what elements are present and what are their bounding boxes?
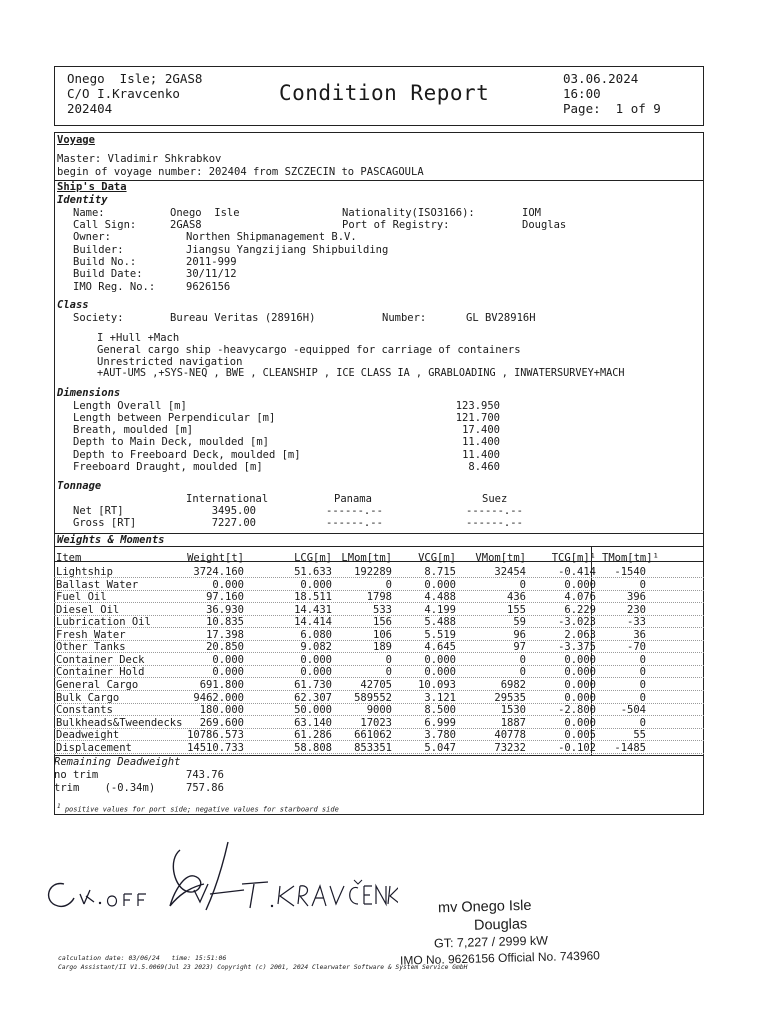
footnote xyxy=(57,803,339,813)
page-title: Condition Report xyxy=(279,81,490,105)
remaining-value: 757.86 xyxy=(186,782,224,794)
identity-value: 30/11/12 xyxy=(186,268,237,280)
weights-cell: 9.082 xyxy=(300,641,332,654)
tonnage-row-label: Net [RT] xyxy=(73,505,124,517)
weights-cell: 4.645 xyxy=(424,641,456,654)
weights-cell: 20.850 xyxy=(206,641,244,654)
identity-value: 9626156 xyxy=(186,281,231,293)
weights-cell: 97 xyxy=(513,641,526,654)
weights-cell: 4.488 xyxy=(424,591,456,604)
weights-cell: 0.000 xyxy=(300,666,332,679)
weights-cell: -504 xyxy=(620,704,646,717)
weights-cell: 0 xyxy=(639,653,646,666)
weights-cell: 36.930 xyxy=(206,603,244,616)
weights-cell: 1530 xyxy=(500,704,526,717)
weights-cell: 4.076 xyxy=(564,591,596,604)
weights-col-header: TCG[m]¹ xyxy=(551,552,596,564)
weights-cell: 9462.000 xyxy=(193,691,244,704)
weights-cell: 14.431 xyxy=(294,603,332,616)
header-left-block xyxy=(67,71,202,116)
class-number-value: GL BV28916H xyxy=(466,312,536,324)
weights-cell: 0 xyxy=(385,666,392,679)
voyage-heading: Voyage xyxy=(57,134,95,146)
identity-label: Call Sign: xyxy=(73,219,137,231)
weights-cell: -0.102 xyxy=(558,741,596,754)
weights-cell: 436 xyxy=(507,591,526,604)
weights-cell: 96 xyxy=(513,628,526,641)
footnote-mark: 1 xyxy=(57,803,61,810)
weights-cell: 1798 xyxy=(366,591,392,604)
master-line: Master: Vladimir Shkrabkov xyxy=(57,153,222,165)
weights-cell: 0 xyxy=(639,666,646,679)
weights-cell: 0 xyxy=(385,653,392,666)
weights-cell: 8.500 xyxy=(424,704,456,717)
tonnage-col-header: International xyxy=(186,493,269,505)
weights-cell: 0.000 xyxy=(212,653,244,666)
weights-cell: 6.080 xyxy=(300,628,332,641)
weights-cell: 14.414 xyxy=(294,616,332,629)
tonnage-value: ------.-- xyxy=(466,505,523,517)
weights-cell: 1887 xyxy=(500,716,526,729)
dimensions-heading: Dimensions xyxy=(57,387,121,399)
weights-cell: 5.519 xyxy=(424,628,456,641)
weights-cell: 0.000 xyxy=(300,578,332,591)
dimension-label: Length Overall [m] xyxy=(73,400,187,412)
weights-cell: 17.398 xyxy=(206,628,244,641)
weights-row-label: Lightship xyxy=(56,566,113,578)
identity-heading: Identity xyxy=(57,194,108,206)
weights-col-header: LCG[m] xyxy=(294,552,332,564)
class-number-label: Number: xyxy=(382,312,427,324)
nationality-value: IOM xyxy=(522,207,541,219)
weights-row-label: Ballast Water xyxy=(56,578,139,591)
weights-cell: 51.633 xyxy=(294,566,332,578)
class-note: Unrestricted navigation xyxy=(97,356,243,368)
weights-row-label: Lubrication Oil xyxy=(56,616,151,629)
signature-drawing xyxy=(28,840,398,920)
identity-value: Onego Isle xyxy=(170,207,240,219)
weights-cell: 18.511 xyxy=(294,591,332,604)
weights-cell: 6.229 xyxy=(564,603,596,616)
weights-cell: 269.600 xyxy=(199,716,244,729)
report-header xyxy=(54,66,704,126)
weights-cell: -2.800 xyxy=(558,704,596,717)
weights-cell: 61.730 xyxy=(294,678,332,691)
weights-cell: -1540 xyxy=(614,566,646,578)
weights-cell: 14510.733 xyxy=(187,741,244,754)
weights-cell: 156 xyxy=(373,616,392,629)
identity-label: Build Date: xyxy=(73,268,143,280)
weights-col-header: Item xyxy=(56,552,82,564)
dimension-value: 17.400 xyxy=(462,424,500,436)
weights-heading: Weights & Moments xyxy=(57,534,165,546)
weights-cell: 0.000 xyxy=(564,666,596,679)
identity-label: Build No.: xyxy=(73,256,137,268)
weights-cell: 9000 xyxy=(366,704,392,717)
identity-value: 2011-999 xyxy=(186,256,237,268)
dimension-value: 8.460 xyxy=(468,461,500,473)
identity-label: IMO Reg. No.: xyxy=(73,281,156,293)
weights-cell: 63.140 xyxy=(294,716,332,729)
divider xyxy=(55,546,703,547)
port-of-registry-value: Douglas xyxy=(522,219,567,231)
stamp-imo: IMO No. 9626156 Official No. 743960 xyxy=(399,948,601,968)
weights-cell: 58.808 xyxy=(294,741,332,754)
weights-cell: 59 xyxy=(513,616,526,629)
dimension-value: 123.950 xyxy=(455,400,500,412)
identity-value: 2GAS8 xyxy=(170,219,202,231)
weights-row-label: Bulkheads&Tweendecks xyxy=(56,716,183,729)
weights-cell: 0.000 xyxy=(564,716,596,729)
tonnage-col-header: Panama xyxy=(334,493,372,505)
voyage-code: 202404 xyxy=(67,101,113,116)
weights-cell: 97.160 xyxy=(206,591,244,604)
weights-cell: 73232 xyxy=(494,741,526,754)
port-of-registry-label: Port of Registry: xyxy=(342,219,450,231)
dimension-value: 11.400 xyxy=(462,436,500,448)
report-time: 16:00 xyxy=(563,86,601,101)
weights-cell: 0 xyxy=(639,716,646,729)
weights-cell: 0 xyxy=(639,578,646,591)
weights-cell: 0.000 xyxy=(424,578,456,591)
tonnage-col-header: Suez xyxy=(482,493,508,505)
weights-cell: 155 xyxy=(507,603,526,616)
dimension-value: 121.700 xyxy=(455,412,500,424)
weights-cell: 50.000 xyxy=(294,704,332,717)
weights-cell: 40778 xyxy=(494,729,526,742)
weights-cell: 5.047 xyxy=(424,741,456,754)
weights-cell: 396 xyxy=(627,591,646,604)
care-of-line: C/O I.Kravcenko xyxy=(67,86,180,101)
weights-cell: 189 xyxy=(373,641,392,654)
weights-col-header: VCG[m] xyxy=(418,552,456,564)
dimension-label: Depth to Main Deck, moulded [m] xyxy=(73,436,269,448)
remaining-heading: Remaining Deadweight xyxy=(54,756,181,768)
weights-row-label: Bulk Cargo xyxy=(56,691,120,704)
weights-cell: 0.000 xyxy=(424,666,456,679)
weights-cell: 29535 xyxy=(494,691,526,704)
weights-cell: 61.286 xyxy=(294,729,332,742)
tonnage-value: ------.-- xyxy=(466,517,523,529)
report-date: 03.06.2024 xyxy=(563,71,639,86)
weights-cell: 0 xyxy=(639,678,646,691)
weights-cell: 661062 xyxy=(354,729,392,742)
signature xyxy=(28,840,398,920)
weights-row-label: Container Hold xyxy=(56,666,145,679)
weights-cell: 17023 xyxy=(360,716,392,729)
weights-row-label: Displacement xyxy=(56,741,132,754)
tonnage-row-label: Gross [RT] xyxy=(73,517,137,529)
identity-label: Name: xyxy=(73,207,105,219)
voyage-begin-line: begin of voyage number: 202404 from SZCZECIN to PASCAGOULA xyxy=(57,166,424,178)
weights-cell: -0.414 xyxy=(558,566,596,578)
weights-col-header: VMom[tm] xyxy=(475,552,526,564)
society-value: Bureau Veritas (28916H) xyxy=(170,312,316,324)
weights-cell: 0 xyxy=(639,691,646,704)
class-note: General cargo ship -heavycargo -equipped for carriage of containers xyxy=(97,344,521,356)
weights-row-label: Diesel Oil xyxy=(56,603,120,616)
weights-cell: 0.000 xyxy=(300,653,332,666)
weights-row-label: Deadweight xyxy=(56,729,120,742)
weights-cell: 3.780 xyxy=(424,729,456,742)
weights-cell: -1485 xyxy=(614,741,646,754)
dimension-value: 11.400 xyxy=(462,449,500,461)
weights-cell: 0 xyxy=(519,666,526,679)
class-note: +AUT-UMS ,+SYS-NEQ , BWE , CLEANSHIP , ICE CLASS IA , GRABLOADING , INWATERSURVEY+MACH xyxy=(97,368,625,379)
remaining-value: 743.76 xyxy=(186,769,224,781)
weights-row-label: Fuel Oil xyxy=(56,591,107,604)
weights-cell: 0.005 xyxy=(564,729,596,742)
weights-cell: 3724.160 xyxy=(193,566,244,578)
dimension-label: Depth to Freeboard Deck, moulded [m] xyxy=(73,449,301,461)
weights-cell: 589552 xyxy=(354,691,392,704)
weights-col-header: LMom[tm] xyxy=(341,552,392,564)
weights-cell: 6.999 xyxy=(424,716,456,729)
weights-cell: 5.488 xyxy=(424,616,456,629)
tonnage-value: 3495.00 xyxy=(211,505,256,517)
weights-cell: 8.715 xyxy=(424,566,456,578)
weights-cell: -3.023 xyxy=(558,616,596,629)
weights-col-header: Weight[t] xyxy=(187,552,244,564)
weights-cell: 4.199 xyxy=(424,603,456,616)
weights-cell: 10786.573 xyxy=(187,729,244,742)
weights-cell: 0.000 xyxy=(564,678,596,691)
nationality-label: Nationality(ISO3166): xyxy=(342,207,475,219)
society-label: Society: xyxy=(73,312,124,324)
weights-cell: 3.121 xyxy=(424,691,456,704)
weights-cell: 180.000 xyxy=(199,704,244,717)
identity-value: Jiangsu Yangzijiang Shipbuilding xyxy=(186,244,389,256)
weights-row-label: Fresh Water xyxy=(56,628,126,641)
tonnage-heading: Tonnage xyxy=(57,480,102,492)
weights-cell: 230 xyxy=(627,603,646,616)
ships-data-heading: Ship's Data xyxy=(57,181,127,193)
divider xyxy=(55,180,703,181)
dimension-label: Freeboard Draught, moulded [m] xyxy=(73,461,263,473)
weights-cell: 2.063 xyxy=(564,628,596,641)
calculation-date: calculation date: 03/06/24 time: 15:51:06 xyxy=(58,954,227,962)
weights-row-label: General Cargo xyxy=(56,678,139,691)
weights-cell: 62.307 xyxy=(294,691,332,704)
weights-cell: 533 xyxy=(373,603,392,616)
tonnage-value: ------.-- xyxy=(326,517,383,529)
identity-value: Northen Shipmanagement B.V. xyxy=(186,231,357,243)
tonnage-value: ------.-- xyxy=(326,505,383,517)
weights-cell: 691.800 xyxy=(199,678,244,691)
weights-cell: 0.000 xyxy=(564,578,596,591)
weights-cell: 192289 xyxy=(354,566,392,578)
dimension-label: Length between Perpendicular [m] xyxy=(73,412,276,424)
page-indicator: Page: 1 of 9 xyxy=(563,101,661,116)
software-copyright: Cargo Assistant/II V1.5.0069(Jul 23 2023) Copyright (c) 2001, 2024 Clearwater Software & System Service GmbH xyxy=(58,964,468,971)
identity-label: Owner: xyxy=(73,231,111,243)
weights-cell: 853351 xyxy=(354,741,392,754)
weights-cell: 6982 xyxy=(500,678,526,691)
weights-cell: -70 xyxy=(627,641,646,654)
dimension-label: Breath, moulded [m] xyxy=(73,424,194,436)
remaining-label: no trim xyxy=(54,769,99,781)
tonnage-value: 7227.00 xyxy=(211,517,256,529)
weights-cell: 36 xyxy=(633,628,646,641)
weights-cell: 0.000 xyxy=(212,578,244,591)
vessel-line: Onego Isle; 2GAS8 xyxy=(67,71,203,86)
weights-row-label: Container Deck xyxy=(56,653,145,666)
weights-cell: 10.835 xyxy=(206,616,244,629)
weights-cell: 0.000 xyxy=(424,653,456,666)
footnote-text: positive values for port side; negative values for starboard side xyxy=(64,805,339,814)
weights-cell: 0 xyxy=(519,653,526,666)
remaining-label: trim (-0.34m) xyxy=(54,782,156,794)
weights-cell: -3.375 xyxy=(558,641,596,654)
stamp-vessel: mv Onego Isle xyxy=(437,897,532,917)
class-heading: Class xyxy=(57,299,89,311)
weights-cell: 0 xyxy=(385,578,392,591)
stamp-tonnage: GT: 7,227 / 2999 kW xyxy=(433,933,549,951)
weights-cell: 10.093 xyxy=(418,678,456,691)
weights-cell: 0.000 xyxy=(564,653,596,666)
weights-cell: 0 xyxy=(519,578,526,591)
weights-cell: 106 xyxy=(373,628,392,641)
weights-row-label: Constants xyxy=(56,704,113,717)
weights-cell: 32454 xyxy=(494,566,526,578)
weights-cell: 55 xyxy=(633,729,646,742)
weights-cell: 0.000 xyxy=(212,666,244,679)
stamp-port: Douglas xyxy=(473,916,528,934)
header-right-block xyxy=(563,71,661,116)
weights-row-label: Other Tanks xyxy=(56,641,126,654)
weights-col-header: TMom[tm]¹ xyxy=(602,552,659,564)
weights-cell: -33 xyxy=(627,616,646,629)
weights-cell: 42705 xyxy=(360,678,392,691)
weights-cell: 0.000 xyxy=(564,691,596,704)
identity-label: Builder: xyxy=(73,244,124,256)
class-note: I +Hull +Mach xyxy=(97,332,180,344)
